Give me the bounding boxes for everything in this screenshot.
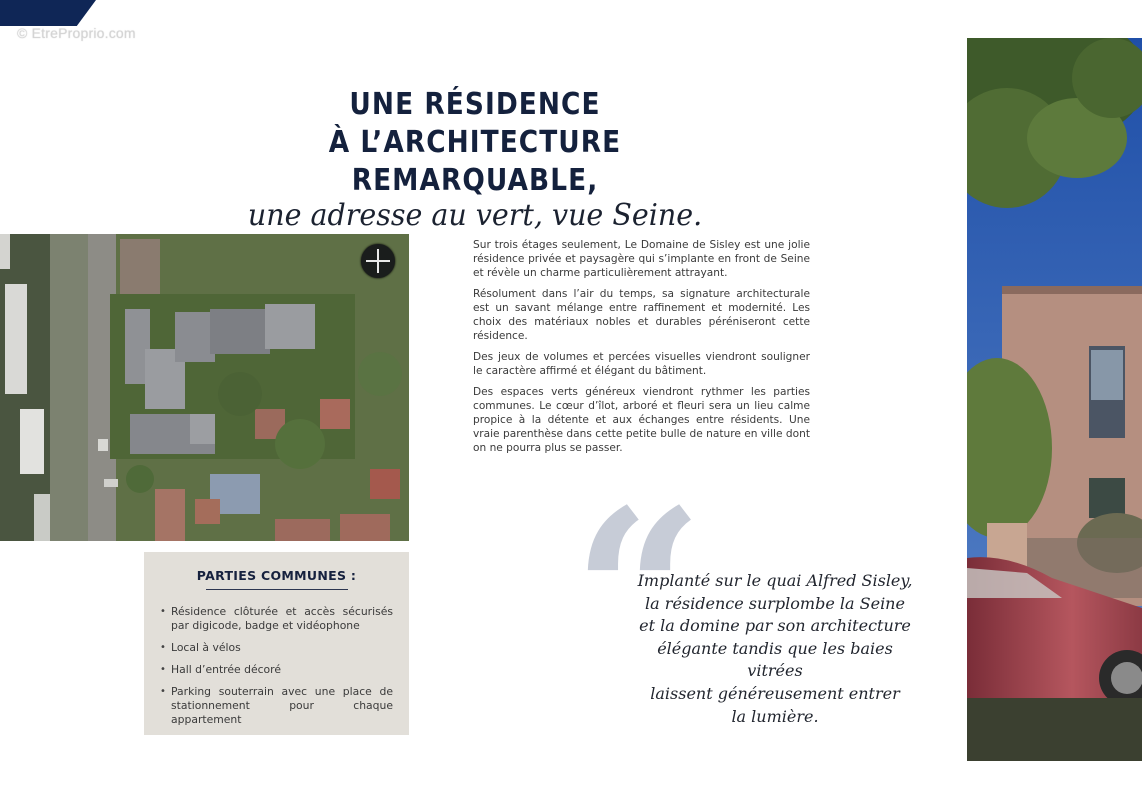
building-photo [967, 38, 1142, 761]
headline-subtitle: une adresse au vert, vue Seine. [247, 198, 703, 233]
quote-line: laissent généreusement entrer [650, 683, 900, 703]
list-item-text: Résidence clôturée et accès sécurisés par digicode, badge et vidéophone [171, 605, 393, 632]
bullet-icon: • [160, 606, 166, 617]
watermark: © EtreProprio.com [17, 25, 136, 41]
quote-line: la résidence surplombe la Seine [645, 593, 905, 613]
list-item-text: Local à vélos [171, 641, 241, 654]
corner-accent-band [0, 0, 96, 26]
list-item-text: Parking souterrain avec une place de stationnement pour chaque appartement [171, 685, 393, 726]
headline-line-1: UNE RÉSIDENCE [349, 87, 601, 122]
list-item [160, 641, 393, 655]
quote-line: la lumière. [731, 706, 819, 726]
bullet-icon: • [160, 686, 166, 697]
title-underline [206, 589, 348, 590]
headline-line-2: À L’ARCHITECTURE REMARQUABLE, [328, 125, 622, 198]
aerial-photo-illustration [0, 234, 409, 541]
quotation-mark-icon: “ [572, 460, 705, 730]
quote-line: et la domine par son architecture [639, 616, 911, 636]
description-paragraph: Des espaces verts généreux viendront rythmer les parties communes. Le cœur d’îlot, arboré et fleuri sera un lieu calme propice à la détente et aux échanges entre résidents. Une vraie parenthèse dans cette petite bulle de nature en ville dont on ne pourra plus se passer. [473, 386, 810, 454]
description-paragraph: Résolument dans l’air du temps, sa signature architecturale est un savant mélange entre raffinement et modernité. Les choix des matériaux nobles et durables péréniseront cette résidence. [473, 288, 810, 342]
description-paragraph: Sur trois étages seulement, Le Domaine de Sisley est une jolie résidence privée et paysagère qui s’implante en front de Seine et révèle un charme particulièrement attrayant. [473, 239, 810, 279]
compass-icon [361, 244, 395, 278]
bullet-icon: • [160, 664, 166, 675]
common-areas-list [160, 605, 393, 727]
common-areas-box [144, 552, 409, 735]
headline [180, 86, 770, 234]
building-photo-illustration [967, 38, 1142, 761]
description-paragraph: Des jeux de volumes et percées visuelles viendront souligner le caractère affirmé et élégant du bâtiment. [473, 351, 810, 377]
pull-quote [630, 570, 920, 728]
aerial-photo [0, 234, 409, 541]
list-item-text: Hall d’entrée décoré [171, 663, 281, 676]
bullet-icon: • [160, 642, 166, 653]
list-item [160, 605, 393, 633]
common-areas-title: PARTIES COMMUNES : [196, 568, 357, 583]
list-item [160, 663, 393, 677]
list-item [160, 685, 393, 727]
quote-line: élégante tandis que les baies vitrées [657, 638, 893, 681]
quote-line: Implanté sur le quai Alfred Sisley, [637, 571, 913, 590]
description-text [473, 238, 810, 462]
